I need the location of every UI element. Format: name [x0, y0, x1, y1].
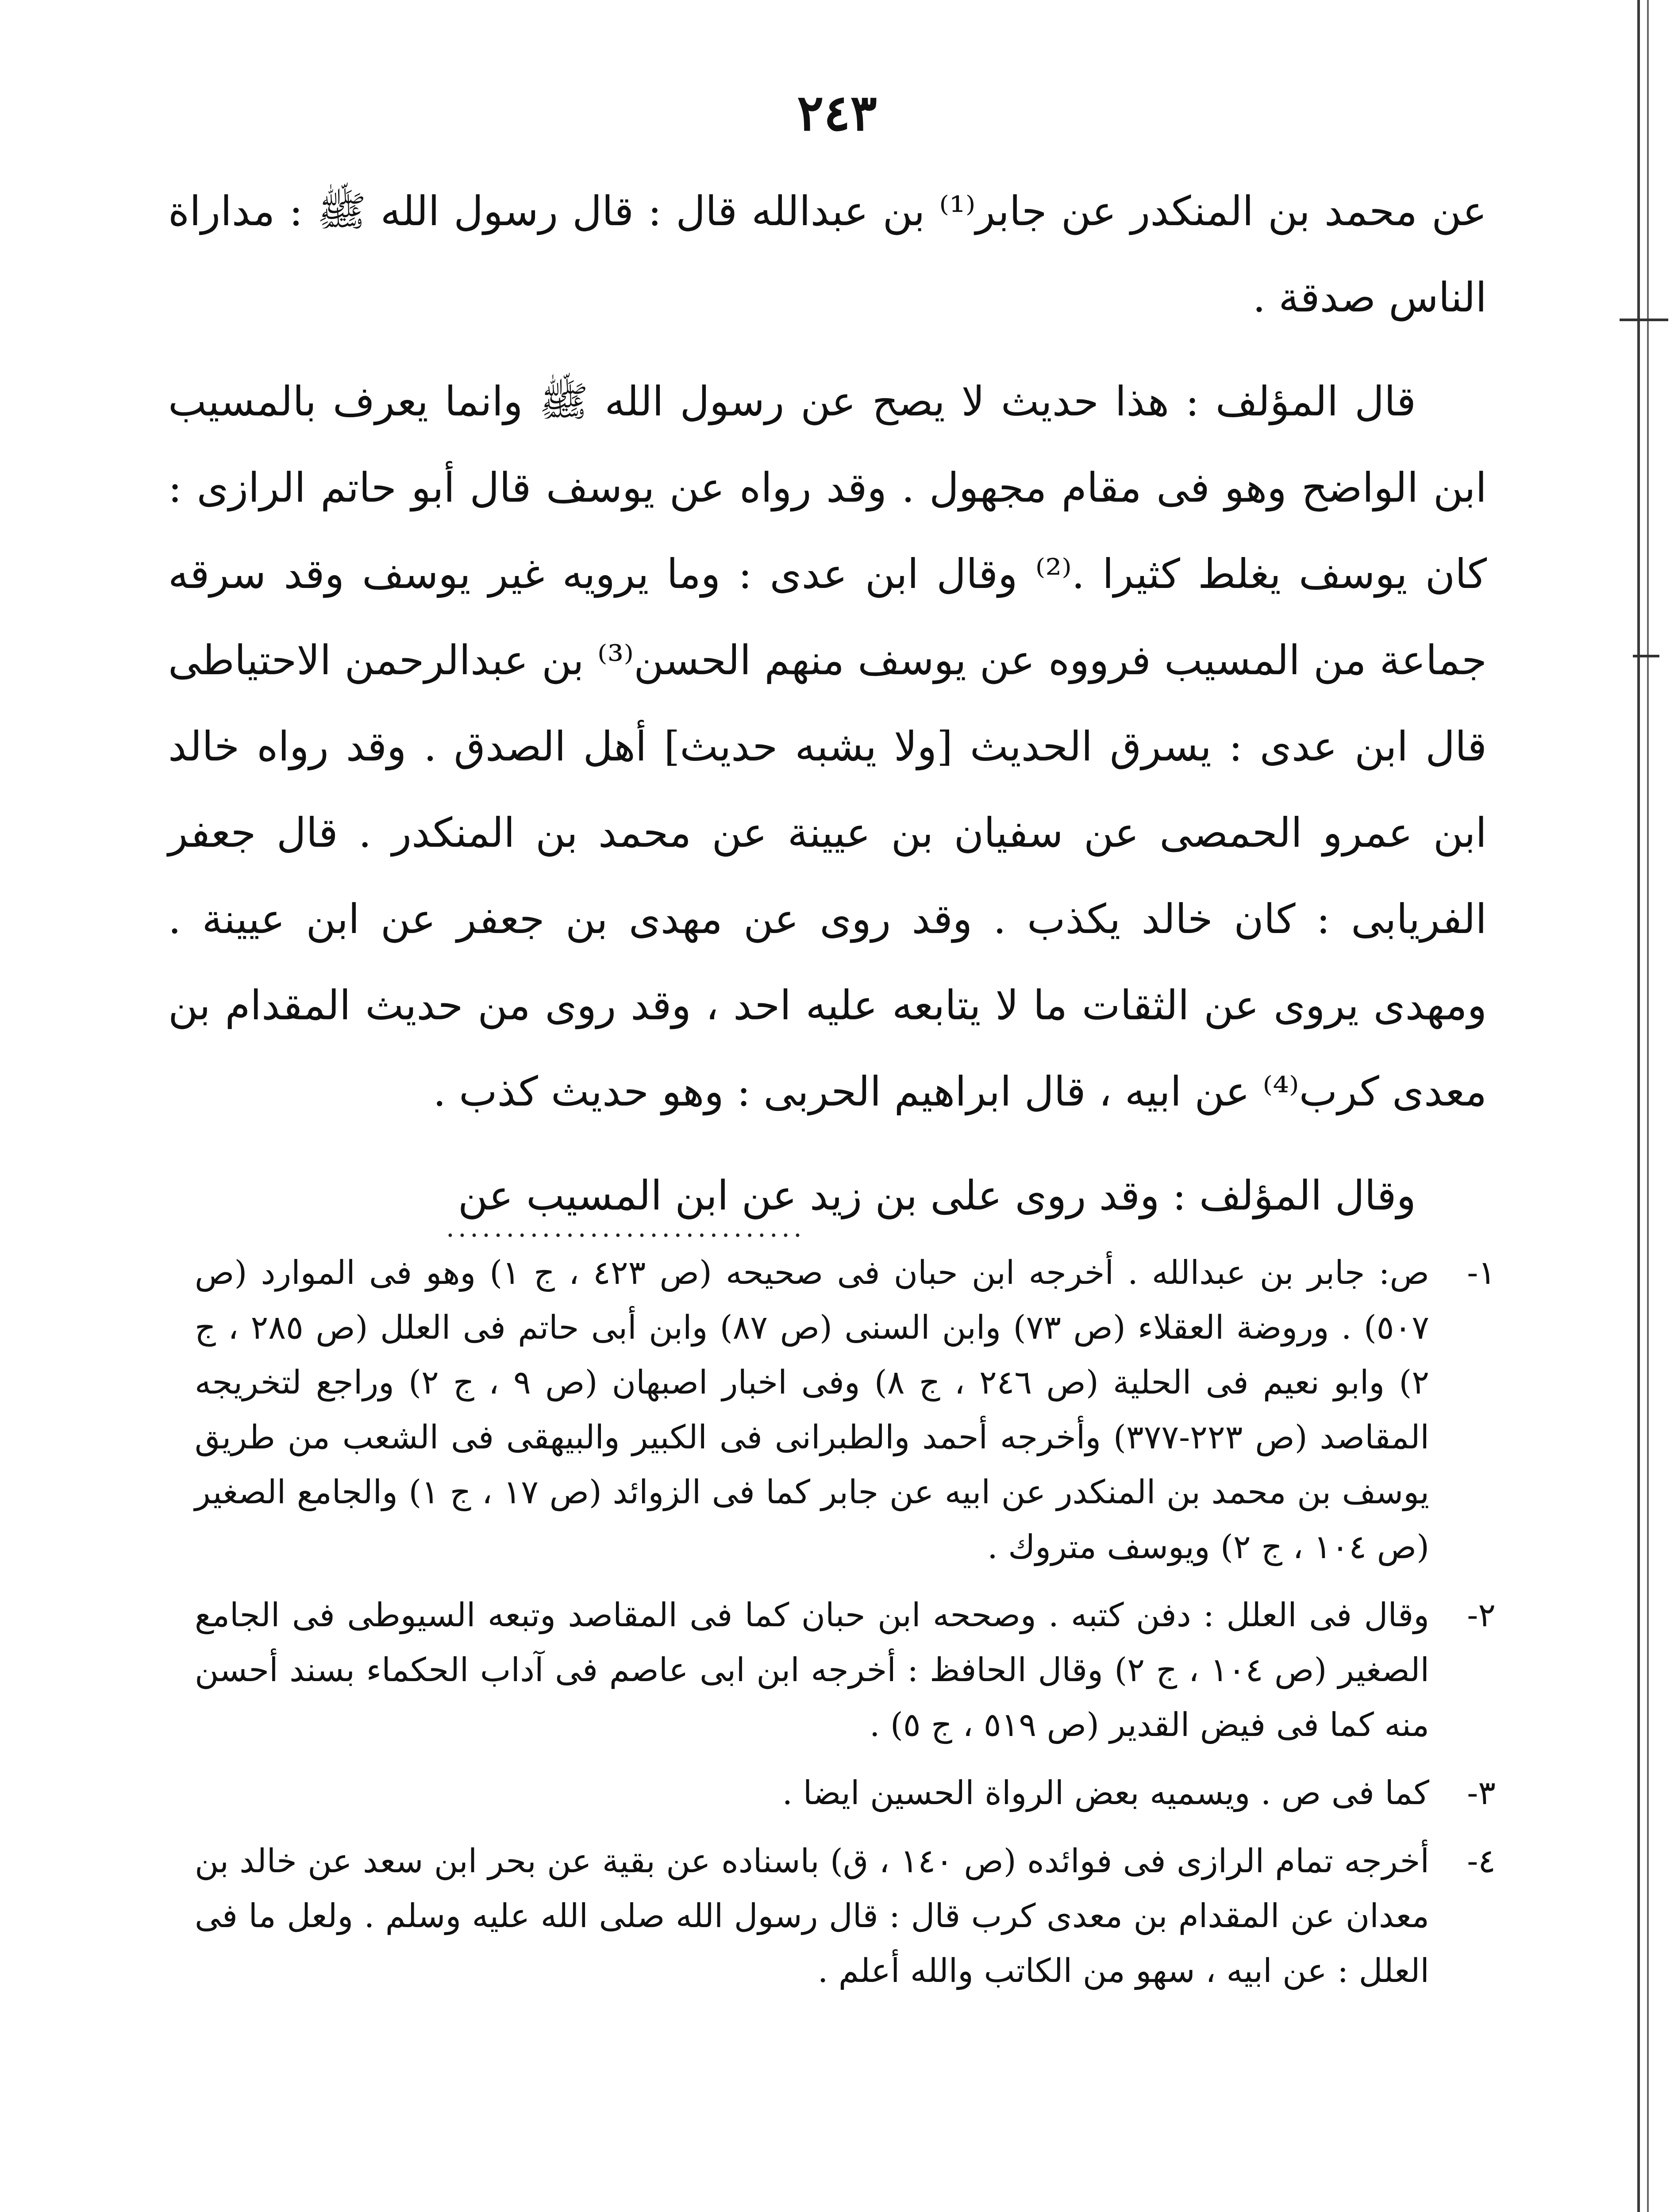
page-number: ٢٤٣ [797, 84, 877, 142]
footnote-text: كما فى ص . ويسميه بعض الرواة الحسين ايضا . [782, 1774, 1429, 1812]
footnote-number: ١- [1467, 1254, 1496, 1292]
footnote-text: وقال فى العلل : دفن كتبه . وصححه ابن حبان كما فى المقاصد وتبعه السيوطى فى الجامع الصغير (ص ١٠٤ ، ج ٢) وقال الحافظ : أخرجه ابن ابى عاصم فى آداب الحكماء بسند أحسن منه كما فى فيض القدير (ص ٥١٩ ، ج ٥) . [195, 1596, 1429, 1744]
footnote-separator: .............................. [446, 1212, 805, 1243]
page-edge-tick [1620, 319, 1668, 321]
footnote [195, 1588, 1496, 1752]
page-edge-line-inner [1647, 0, 1649, 2212]
footnote [195, 1245, 1496, 1575]
page-edge-line [1637, 0, 1640, 2212]
main-paragraph: قال المؤلف : هذا حديث لا يصح عن رسول الله ﷺ وانما يعرف بالمسيب ابن الواضح وهو فى مقام مجهول . وقد رواه عن يوسف قال أبو حاتم الرازى : كان يوسف يغلط كثيرا .⁽²⁾ وقال ابن عدى : وما يرويه غير يوسف وقد سرقه جماعة من المسيب فرووه عن يوسف منهم الحسن⁽³⁾ بن عبدالرحمن الاحتياطى قال ابن عدى : يسرق الحديث [ولا يشبه حديث] أهل الصدق . وقد رواه خالد ابن عمرو الحمصى عن سفيان بن عيينة عن محمد بن المنكدر . قال جعفر الفريابى : كان خالد يكذب . وقد روى عن مهدى بن جعفر عن ابن عيينة . ومهدى يروى عن الثقات ما لا يتابعه عليه احد ، وقد روى من حديث المقدام بن معدى كرب⁽⁴⁾ عن ابيه ، قال ابراهيم الحربى : وهو حديث كذب . [168, 378, 1487, 1115]
page-edge-tick [1633, 655, 1659, 657]
footnote-text: ص: جابر بن عبدالله . أخرجه ابن حبان فى صحيحه (ص ٤٢٣ ، ج ١) وهو فى الموارد (ص ٥٠٧) . وروضة العقلاء (ص ٧٣) وابن السنى (ص ٨٧) وابن أبى حاتم فى العلل (ص ٢٨٥ ، ج ٢) وابو نعيم فى الحلية (ص ٢٤٦ ، ج ٨) وفى اخبار اصبهان (ص ٩ ، ج ٢) وراجع لتخريجه المقاصد (ص ٢٢٣-٣٧٧) وأخرجه أحمد والطبرانى فى الكبير والبيهقى فى الشعب من طريق يوسف بن محمد بن المنكدر عن ابيه عن جابر كما فى الزوائد (ص ١٧ ، ج ١) والجامع الصغير (ص ١٠٤ ، ج ٢) ويوسف متروك . [195, 1254, 1430, 1566]
footnotes [195, 1245, 1496, 2012]
footnote [195, 1834, 1496, 1998]
main-paragraph: وقال المؤلف : وقد روى على بن زيد عن ابن المسيب عن [458, 1172, 1416, 1219]
footnote-number: ٢- [1467, 1596, 1496, 1634]
footnote [195, 1766, 1496, 1820]
footnote-number: ٤- [1467, 1842, 1496, 1880]
main-paragraph: عن محمد بن المنكدر عن جابر⁽¹⁾ بن عبدالله قال : قال رسول الله ﷺ : مداراة الناس صدقة . [168, 188, 1487, 321]
footnote-number: ٣- [1467, 1774, 1496, 1812]
footnote-text: أخرجه تمام الرازى فى فوائده (ص ١٤٠ ، ق) باسناده عن بقية عن بحر ابن سعد عن خالد بن معدان عن المقدام بن معدى كرب قال : قال رسول الله صلى الله عليه وسلم . ولعل ما فى العلل : عن ابيه ، سهو من الكاتب والله أعلم . [195, 1842, 1429, 1990]
main-text [168, 168, 1487, 1239]
